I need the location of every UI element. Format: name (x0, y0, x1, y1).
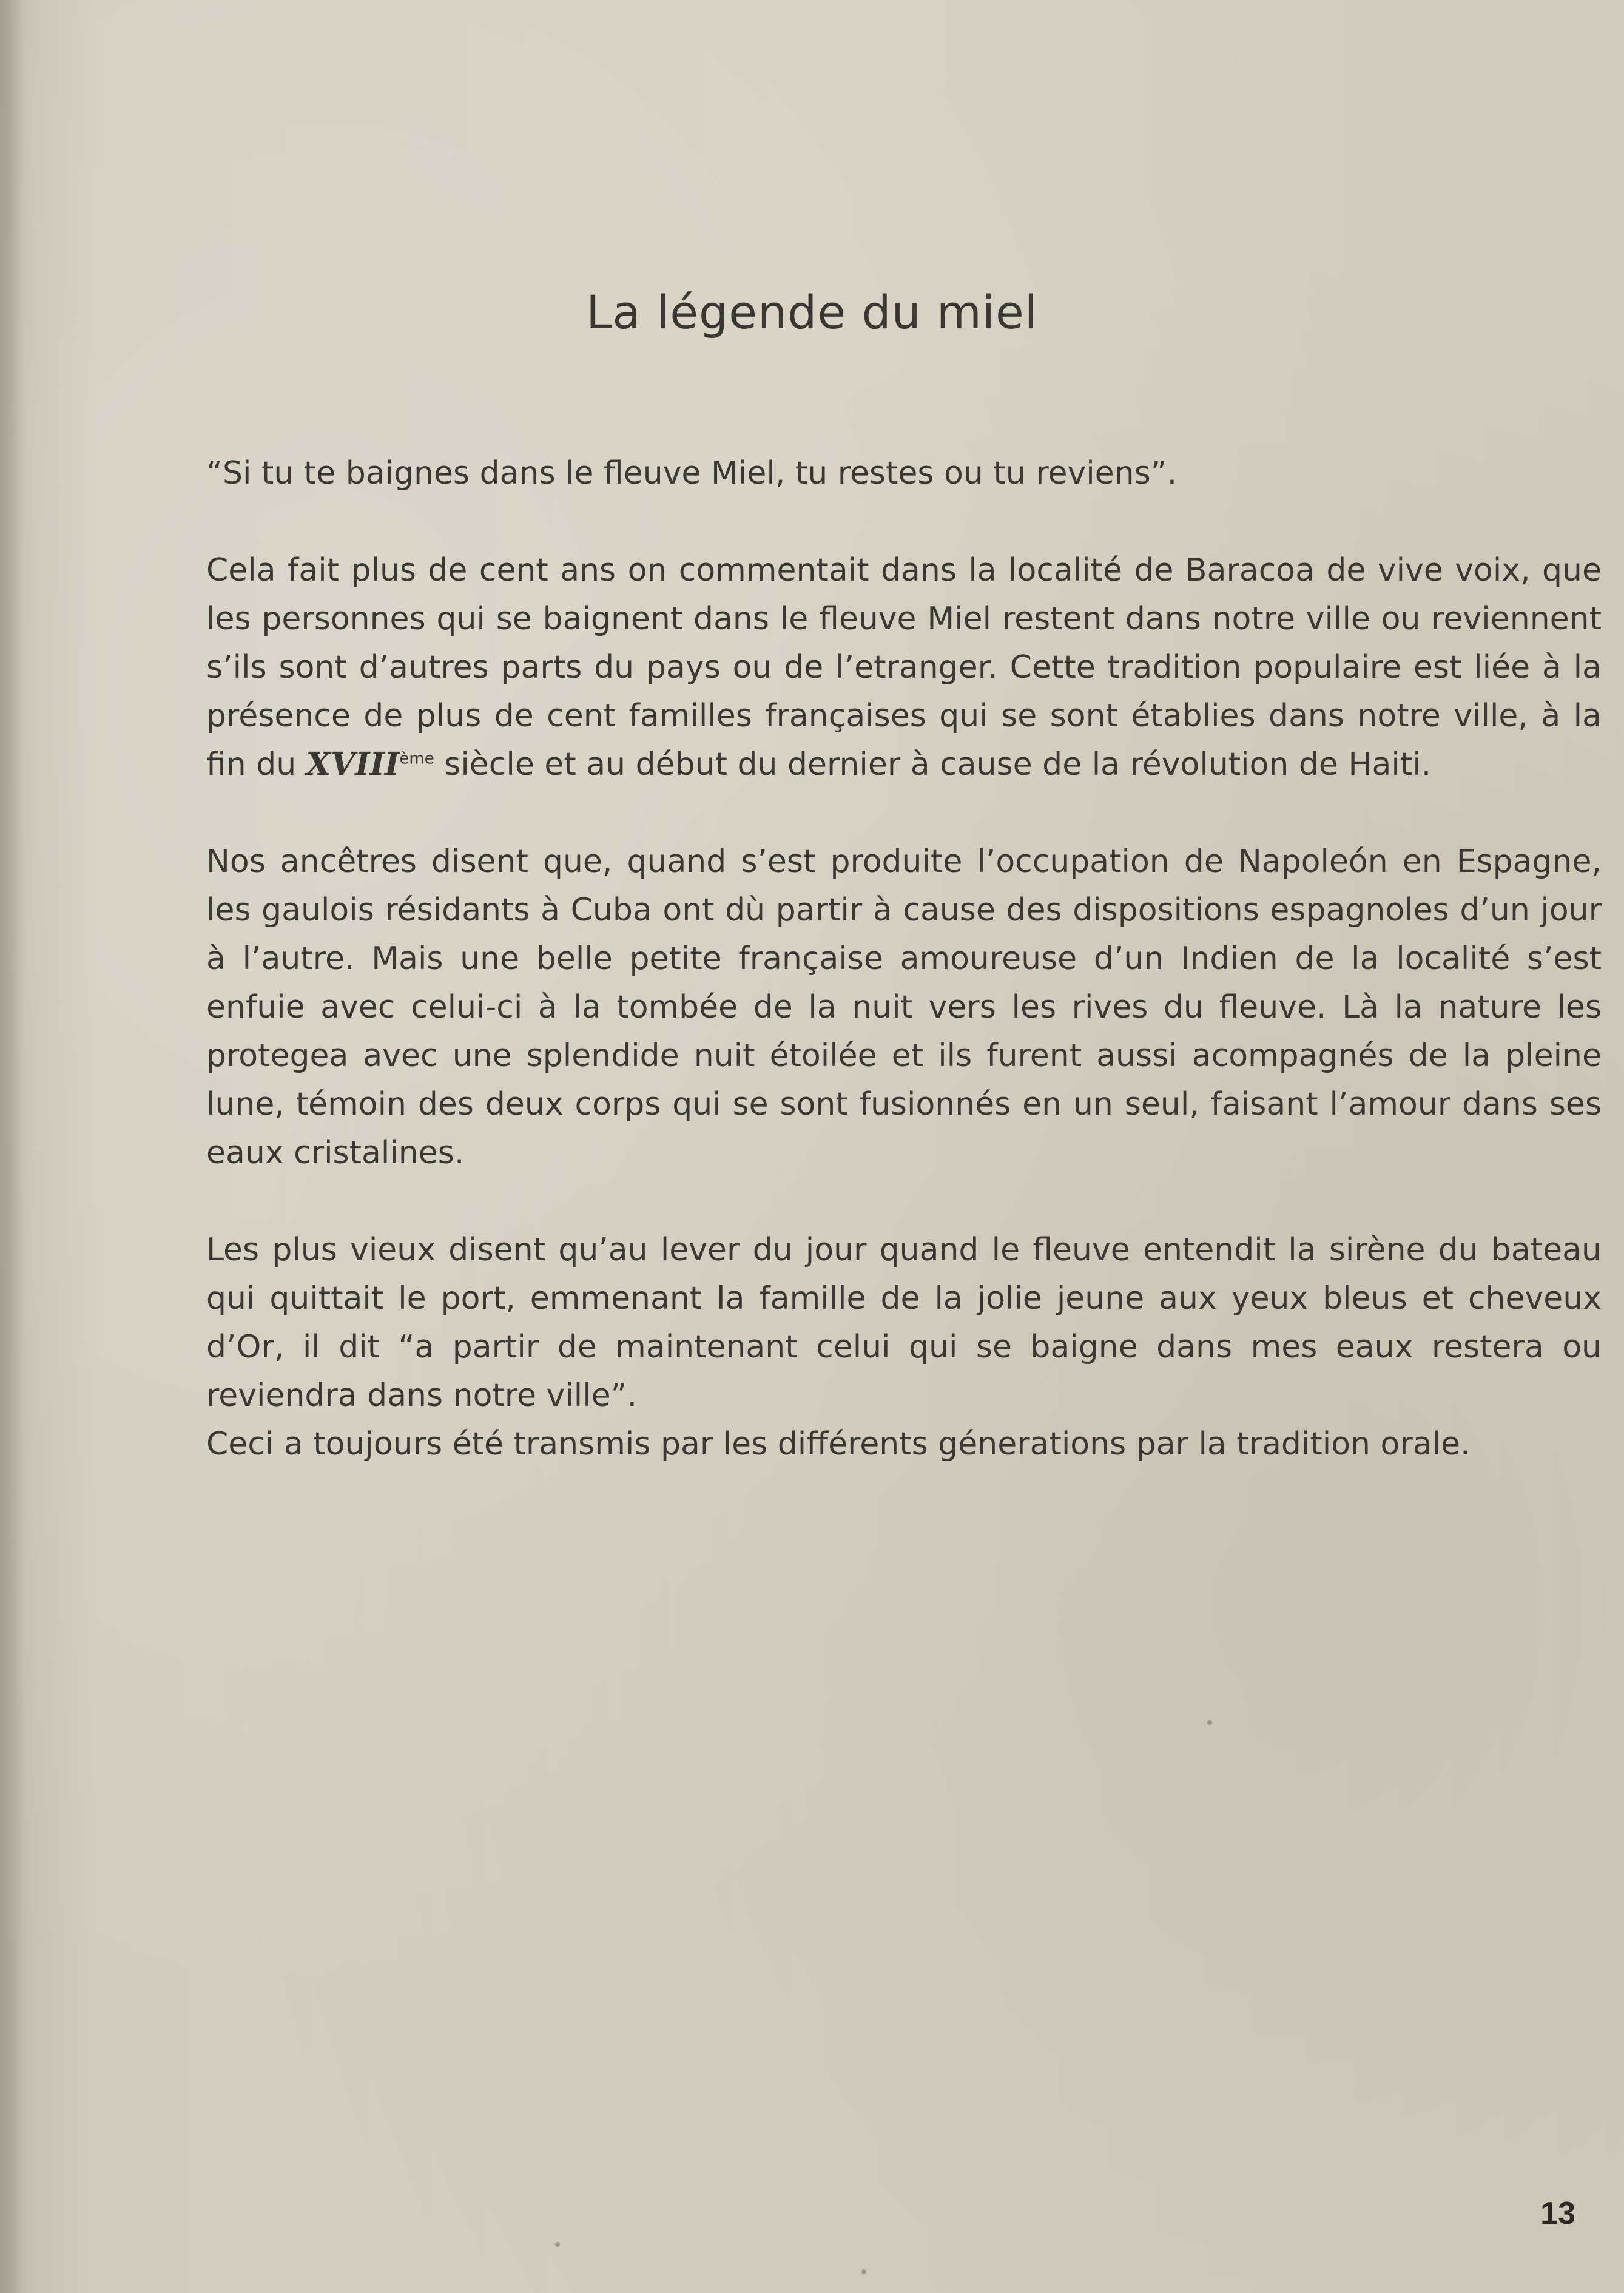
paragraph-1 (206, 546, 1602, 789)
paragraph-1-start: Cela fait plus de cent ans on commentait dans la localité de Baracoa de vive voix, que les personnes qui se baignent dans le fleuve Miel restent dans notre ville ou reviennent s’ils sont d’autres parts du pays ou de l’etranger. Cette tradition populaire est liée à la présence de plus de cent familles françaises qui se sont établies dans notre ville, à la fin du (206, 552, 1602, 783)
paragraph-4: Ceci a toujours été transmis par les différents génerations par la tradition orale. (206, 1426, 1471, 1462)
epigraph: “Si tu te baignes dans le fleuve Miel, tu restes ou tu reviens”. (206, 455, 1178, 491)
paper-speck (1207, 1720, 1212, 1725)
paragraph-1-end: siècle et au début du dernier à cause de la révolution de Haiti. (434, 746, 1432, 783)
paragraph-3: Les plus vieux disent qu’au lever du jour quand le fleuve entendit la sirène du bateau qui quittait le port, emmenant la famille de la jolie jeune aux yeux bleus et cheveux d’Or, il dit “a partir de maintenant celui qui se baigne dans mes eaux restera ou reviendra dans notre ville”. (206, 1232, 1602, 1414)
page-number: 13 (1540, 2196, 1575, 2231)
page-title: La légende du miel (586, 285, 1038, 339)
body-text (206, 449, 1602, 1468)
paragraph-2: Nos ancêtres disent que, quand s’est produite l’occupation de Napoleón en Espagne, les gaulois résidants à Cuba ont dù partir à cause des dispositions espagnoles d’un jour à l’autre. Mais une belle petite française amoureuse d’un Indien de la localité s’est enfuie avec celui-ci à la tombée de la nuit vers les rives du fleuve. Là la nature les protegea avec une splendide nuit étoilée et ils furent aussi acompagnés de la pleine lune, témoin des deux corps qui se sont fusionnés en un seul, faisant l’amour dans ses eaux cristalines. (206, 843, 1602, 1171)
paper-speck (861, 2269, 866, 2274)
paper-speck (555, 2242, 560, 2247)
century-numeral: XVIII (306, 746, 400, 783)
century-suffix: ème (399, 749, 434, 768)
page-spine-shadow (0, 0, 24, 2293)
